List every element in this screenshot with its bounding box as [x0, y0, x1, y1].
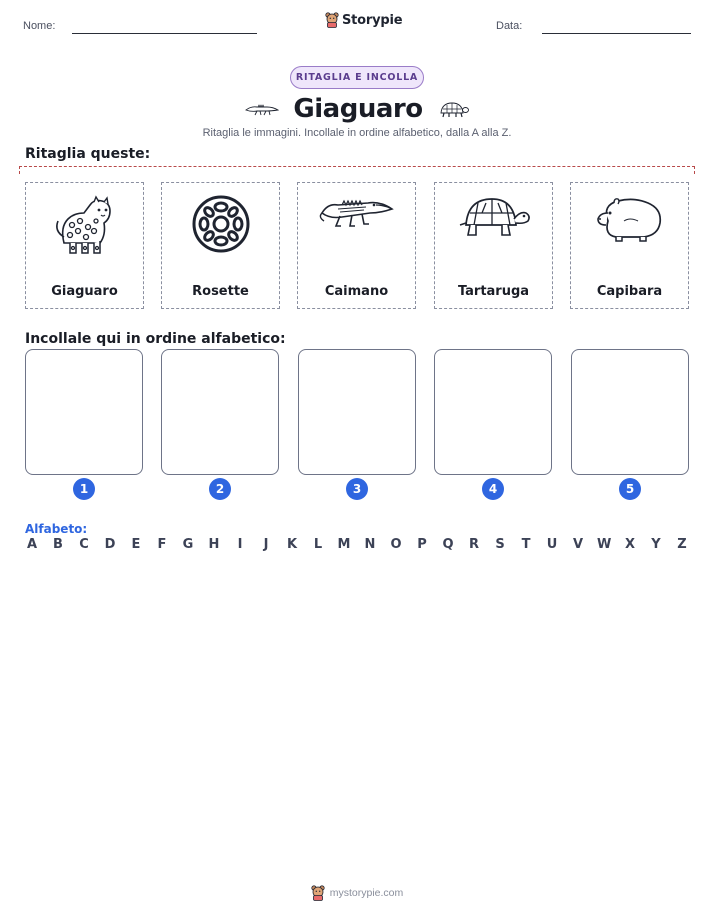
date-label: Data:: [496, 20, 523, 32]
rosette-icon: [186, 191, 256, 261]
alphabet-letter: N: [364, 537, 376, 552]
alphabet-letter: U: [546, 537, 558, 552]
date-line[interactable]: [542, 33, 691, 34]
alphabet-letter: A: [26, 537, 38, 552]
order-number: 4: [482, 478, 504, 500]
alphabet-letter: M: [337, 537, 351, 552]
alphabet-letter: W: [597, 537, 612, 552]
name-label: Nome:: [23, 20, 56, 32]
alphabet-letter: X: [624, 537, 636, 552]
instructions: Ritaglia le immagini. Incollale in ordine alfabetico, dalla A alla Z.: [202, 127, 512, 139]
paste-box-1[interactable]: [25, 349, 143, 475]
alphabet-letter: P: [417, 537, 427, 552]
alphabet-label: Alfabeto:: [25, 522, 88, 536]
alphabet-letter: S: [495, 537, 505, 552]
alphabet-letter: Y: [651, 537, 661, 552]
paste-box-5[interactable]: [571, 349, 689, 475]
alphabet-letter: J: [263, 537, 269, 552]
order-number: 2: [209, 478, 231, 500]
card-label: Capibara: [596, 284, 663, 299]
alphabet-letter: G: [182, 537, 194, 552]
card-label: Rosette: [192, 284, 249, 299]
alphabet-letter: E: [131, 537, 141, 552]
alphabet-letter: O: [390, 537, 402, 552]
alphabet-letter: R: [468, 537, 479, 552]
footer-url[interactable]: mystorypie.com: [329, 887, 404, 899]
alphabet-letter: C: [79, 537, 89, 552]
alphabet-letter: V: [572, 537, 584, 552]
jaguar-icon: [50, 191, 120, 261]
alphabet-letter: B: [53, 537, 63, 552]
cut-section-label: Ritaglia queste:: [25, 146, 151, 162]
card-label: Tartaruga: [457, 284, 530, 299]
order-number: 3: [346, 478, 368, 500]
alphabet-letter: Q: [442, 537, 454, 552]
bear-icon: [311, 885, 325, 901]
paste-section-label: Incollale qui in ordine alfabetico:: [25, 331, 286, 347]
alphabet-letter: L: [313, 537, 323, 552]
paste-box-2[interactable]: [161, 349, 279, 475]
alphabet-letter: T: [521, 537, 531, 552]
alphabet-letter: I: [237, 537, 243, 552]
alphabet-letter: D: [104, 537, 116, 552]
alphabet-letter: F: [157, 537, 167, 552]
cut-card-caimano[interactable]: [297, 182, 416, 309]
paste-box-4[interactable]: [434, 349, 552, 475]
page-title: Giaguaro: [293, 94, 423, 124]
worksheet-header: [0, 12, 714, 42]
cut-line: [19, 166, 695, 174]
caiman-icon: [245, 102, 279, 116]
card-label: Caimano: [324, 284, 389, 299]
tortoise-icon: [437, 100, 469, 118]
caiman-icon: [318, 191, 396, 241]
order-number: 1: [73, 478, 95, 500]
cut-card-giaguaro[interactable]: [25, 182, 144, 309]
card-label: Giaguaro: [51, 284, 118, 299]
alphabet-letter: H: [208, 537, 220, 552]
brand-logo: [325, 12, 402, 28]
tortoise-icon: [456, 191, 532, 245]
name-line[interactable]: [72, 33, 257, 34]
alphabet-letter: Z: [677, 537, 687, 552]
paste-box-3[interactable]: [298, 349, 416, 475]
capybara-icon: [594, 191, 666, 245]
order-number: 5: [619, 478, 641, 500]
title-row: [0, 92, 714, 126]
cut-card-tartaruga[interactable]: [434, 182, 553, 309]
activity-badge: RITAGLIA E INCOLLA: [290, 66, 424, 89]
cut-card-capibara[interactable]: [570, 182, 689, 309]
alphabet-letter: K: [286, 537, 298, 552]
bear-icon: [325, 12, 339, 28]
footer: [0, 885, 714, 901]
cut-card-rosette[interactable]: [161, 182, 280, 309]
brand-name: Storypie: [342, 12, 403, 28]
alphabet-row: [25, 537, 689, 552]
